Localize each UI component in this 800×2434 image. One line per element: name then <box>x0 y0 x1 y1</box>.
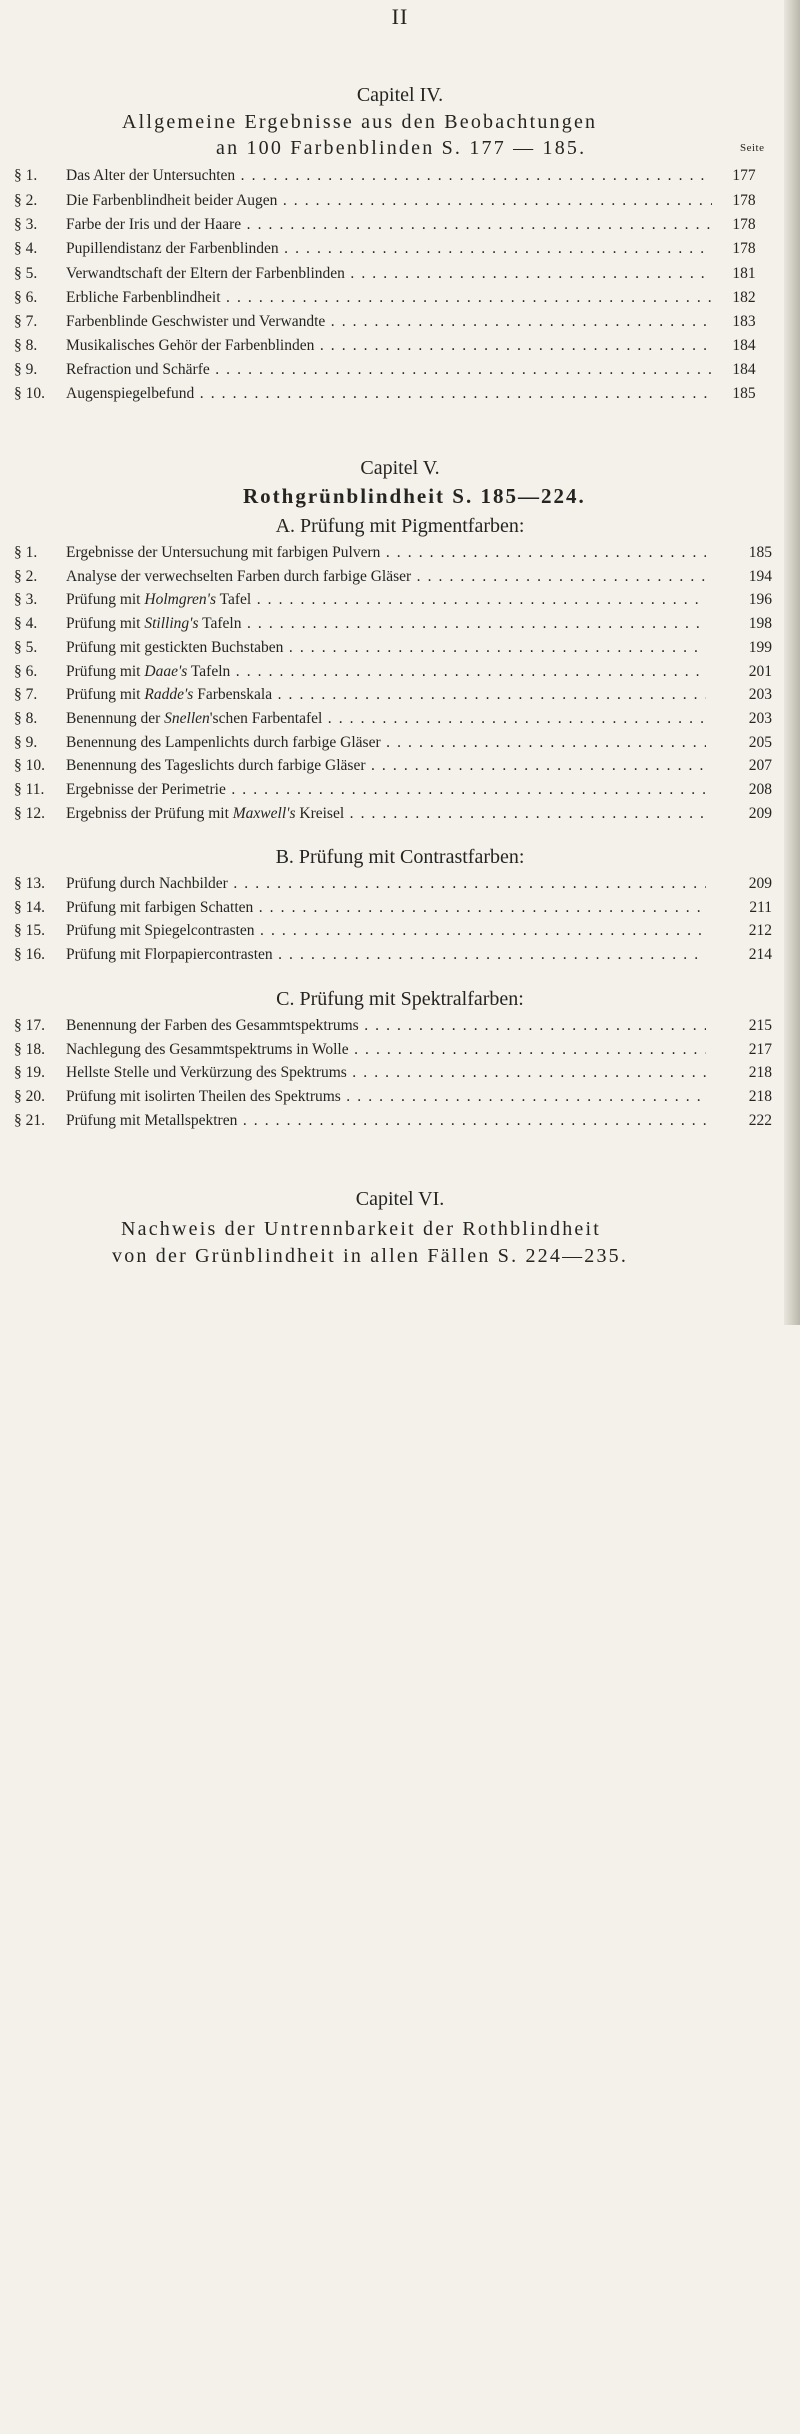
entry-title: Prüfung durch Nachbilder . . . <box>66 872 706 896</box>
entry-title-name: Snellen <box>164 710 210 727</box>
entry-title: Pupillendistanz der Farbenblinden . . . <box>66 237 712 261</box>
entry-page-number: 182 <box>732 289 756 306</box>
entry-title: Verwandtschaft der Eltern der Farbenblinden . . . <box>66 262 712 286</box>
toc-entry <box>0 213 800 237</box>
toc-entry <box>0 707 800 731</box>
paragraph-number: § 9. <box>14 734 38 751</box>
toc-entry <box>0 683 800 707</box>
toc-entry <box>0 286 800 310</box>
entry-page-number: 215 <box>748 1017 772 1034</box>
toc-entry <box>0 1038 800 1062</box>
entry-page-number: 184 <box>732 337 756 354</box>
entry-title: Prüfung mit Metallspektren . . . <box>66 1109 706 1133</box>
entry-title: Benennung der Farben des Gesammtspektrums . . . <box>66 1014 706 1038</box>
entry-title <box>66 707 706 731</box>
entry-title: Die Farbenblindheit beider Augen . . . <box>66 189 712 213</box>
entry-title-name: Holmgren's <box>144 591 217 608</box>
entry-title-text: Ergebnisse der Untersuchung mit farbigen Pulvern <box>66 544 381 561</box>
entry-title-text: Kreisel <box>295 805 345 822</box>
paragraph-number: § 4. <box>14 615 38 632</box>
section-b-heading: B. Prüfung mit Contrastfarben: <box>275 846 525 868</box>
entry-page-number: 201 <box>748 663 772 680</box>
entry-page-number: 209 <box>748 875 772 892</box>
entry-title <box>66 754 706 778</box>
toc-entry <box>0 588 800 612</box>
entry-page-number: 217 <box>748 1041 772 1058</box>
entry-title <box>66 660 706 684</box>
paragraph-number: § 8. <box>14 337 38 354</box>
paragraph-number: § 1. <box>14 167 38 184</box>
section-c-heading: C. Prüfung mit Spektralfarben: <box>276 988 524 1010</box>
paragraph-number: § 10. <box>14 757 45 774</box>
toc-entry <box>0 189 800 213</box>
entry-page-number: 194 <box>748 568 772 585</box>
entry-title-text: Prüfung mit gestickten Buchstaben <box>66 639 284 656</box>
entry-title: Prüfung mit isolirten Theilen des Spektrums . . . <box>66 1085 706 1109</box>
page-number: II <box>391 4 409 29</box>
paragraph-number: § 20. <box>14 1088 45 1105</box>
toc-entry <box>0 358 800 382</box>
entry-page-number: 203 <box>748 710 772 727</box>
entry-title: Das Alter der Untersuchten . . . <box>66 164 712 188</box>
entry-title-text: Benennung des Lampenlichts durch farbige Gläser <box>66 734 381 751</box>
entry-title: Farbenblinde Geschwister und Verwandte . . . <box>66 310 712 334</box>
entry-title-text: Analyse der verwechselten Farben durch farbige Gläser <box>66 568 412 585</box>
toc-entry <box>0 919 800 943</box>
toc-entry <box>0 636 800 660</box>
chapter5-subtitle: Rothgrünblindheit S. 185—224. <box>243 484 586 508</box>
chapter4-subtitle-line1: Allgemeine Ergebnisse aus den Beobachtungen <box>122 111 598 133</box>
seite-label: Seite <box>740 142 765 154</box>
paragraph-number: § 17. <box>14 1017 45 1034</box>
entry-page-number: 208 <box>748 781 772 798</box>
entry-page-number: 214 <box>748 946 772 963</box>
entry-page-number: 198 <box>748 615 772 632</box>
paragraph-number: § 19. <box>14 1064 45 1081</box>
paragraph-number: § 5. <box>14 265 38 282</box>
paragraph-number: § 8. <box>14 710 38 727</box>
paragraph-number: § 4. <box>14 240 38 257</box>
entry-title <box>66 802 706 826</box>
entry-title: Nachlegung des Gesammtspektrums in Wolle . . . <box>66 1038 706 1062</box>
entry-page-number: 178 <box>732 240 756 257</box>
entry-page-number: 199 <box>748 639 772 656</box>
entry-page-number: 212 <box>748 922 772 939</box>
toc-entry <box>0 164 800 188</box>
toc-entry <box>0 334 800 358</box>
toc-entry <box>0 262 800 286</box>
toc-entry <box>0 612 800 636</box>
toc-entry <box>0 1061 800 1085</box>
paragraph-number: § 9. <box>14 361 38 378</box>
paragraph-number: § 15. <box>14 922 45 939</box>
entry-page-number: 177 <box>732 167 756 184</box>
paragraph-number: § 3. <box>14 591 38 608</box>
entry-title <box>66 636 706 660</box>
section-a-heading: A. Prüfung mit Pigmentfarben: <box>275 515 525 537</box>
entry-page-number: 218 <box>748 1088 772 1105</box>
entry-title: Refraction und Schärfe . . . <box>66 358 712 382</box>
entry-page-number: 178 <box>732 192 756 209</box>
toc-entry <box>0 237 800 261</box>
entry-title <box>66 778 706 802</box>
chapter6-title: Capitel VI. <box>355 1188 445 1210</box>
paragraph-number: § 14. <box>14 899 45 916</box>
entry-title: Prüfung mit Florpapiercontrasten . . . <box>66 943 706 967</box>
paragraph-number: § 10. <box>14 385 45 402</box>
paragraph-number: § 1. <box>14 544 38 561</box>
entry-page-number: 222 <box>748 1112 772 1129</box>
chapter6-subtitle-line1: Nachweis der Untrennbarkeit der Rothblindheit <box>121 1218 601 1240</box>
entry-page-number: 205 <box>748 734 772 751</box>
toc-entry <box>0 731 800 755</box>
entry-title: Erbliche Farbenblindheit . . . <box>66 286 712 310</box>
entry-page-number: 209 <box>748 805 772 822</box>
entry-title <box>66 541 706 565</box>
entry-title <box>66 588 706 612</box>
paragraph-number: § 12. <box>14 805 45 822</box>
entry-title-text: Tafel <box>216 591 252 608</box>
entry-page-number: 183 <box>732 313 756 330</box>
entry-title: Hellste Stelle und Verkürzung des Spektrums . . . <box>66 1061 706 1085</box>
entry-page-number: 178 <box>732 216 756 233</box>
paragraph-number: § 2. <box>14 568 38 585</box>
toc-entry <box>0 754 800 778</box>
paragraph-number: § 18. <box>14 1041 45 1058</box>
entry-title-text: Tafeln <box>187 663 231 680</box>
entry-title-text: Tafeln <box>198 615 242 632</box>
toc-entry <box>0 310 800 334</box>
toc-entry <box>0 1014 800 1038</box>
paragraph-number: § 3. <box>14 216 38 233</box>
entry-page-number: 207 <box>748 757 772 774</box>
entry-title: Augenspiegelbefund . . . <box>66 382 712 406</box>
toc-entry <box>0 660 800 684</box>
entry-title-text: Farbenskala <box>193 686 273 703</box>
entry-page-number: 185 <box>748 544 772 561</box>
entry-title: Prüfung mit farbigen Schatten . . . <box>66 896 706 920</box>
toc-entry <box>0 802 800 826</box>
chapter6-subtitle-line2: von der Grünblindheit in allen Fällen S. 224—235. <box>112 1245 629 1267</box>
chapter5-title: Capitel V. <box>360 457 440 479</box>
toc-entry <box>0 872 800 896</box>
entry-title-text: Prüfung mit <box>66 663 145 680</box>
toc-entry <box>0 1109 800 1133</box>
paragraph-number: § 2. <box>14 192 38 209</box>
toc-entry <box>0 541 800 565</box>
entry-title-name: Daae's <box>144 663 188 680</box>
entry-title-name: Maxwell's <box>232 805 296 822</box>
entry-title-text: Prüfung mit <box>66 615 145 632</box>
toc-entry <box>0 565 800 589</box>
toc-entry <box>0 896 800 920</box>
entry-title <box>66 731 706 755</box>
entry-page-number: 203 <box>748 686 772 703</box>
entry-title-text: Ergebnisse der Perimetrie <box>66 781 226 798</box>
entry-title-text: Benennung des Tageslichts durch farbige Gläser <box>66 757 366 774</box>
entry-title <box>66 683 706 707</box>
entry-title: Farbe der Iris und der Haare . . . <box>66 213 712 237</box>
paragraph-number: § 6. <box>14 663 38 680</box>
entry-title-text: Prüfung mit <box>66 591 145 608</box>
paragraph-number: § 21. <box>14 1112 45 1129</box>
paragraph-number: § 13. <box>14 875 45 892</box>
entry-title: Prüfung mit Spiegelcontrasten . . . <box>66 919 706 943</box>
entry-page-number: 184 <box>732 361 756 378</box>
toc-entry <box>0 382 800 406</box>
entry-title-text: 'schen Farbentafel <box>209 710 323 727</box>
chapter4-subtitle-line2: an 100 Farbenblinden S. 177 — 185. <box>216 137 587 159</box>
toc-entry <box>0 1085 800 1109</box>
entry-page-number: 181 <box>732 265 756 282</box>
chapter4-title: Capitel IV. <box>356 84 444 106</box>
entry-page-number: 218 <box>748 1064 772 1081</box>
paragraph-number: § 6. <box>14 289 38 306</box>
entry-title-name: Stilling's <box>144 615 199 632</box>
paragraph-number: § 16. <box>14 946 45 963</box>
entry-page-number: 211 <box>749 899 772 916</box>
toc-entry <box>0 778 800 802</box>
paragraph-number: § 7. <box>14 313 38 330</box>
entry-title <box>66 612 706 636</box>
paragraph-number: § 7. <box>14 686 38 703</box>
entry-title-name: Radde's <box>144 686 194 703</box>
entry-page-number: 196 <box>748 591 772 608</box>
entry-title <box>66 565 706 589</box>
toc-entry <box>0 943 800 967</box>
entry-title-text: Benennung der <box>66 710 165 727</box>
entry-title: Musikalisches Gehör der Farbenblinden . . . <box>66 334 712 358</box>
paragraph-number: § 5. <box>14 639 38 656</box>
entry-title-text: Prüfung mit <box>66 686 145 703</box>
entry-page-number: 185 <box>732 385 756 402</box>
paragraph-number: § 11. <box>14 781 45 798</box>
entry-title-text: Ergebniss der Prüfung mit <box>66 805 233 822</box>
